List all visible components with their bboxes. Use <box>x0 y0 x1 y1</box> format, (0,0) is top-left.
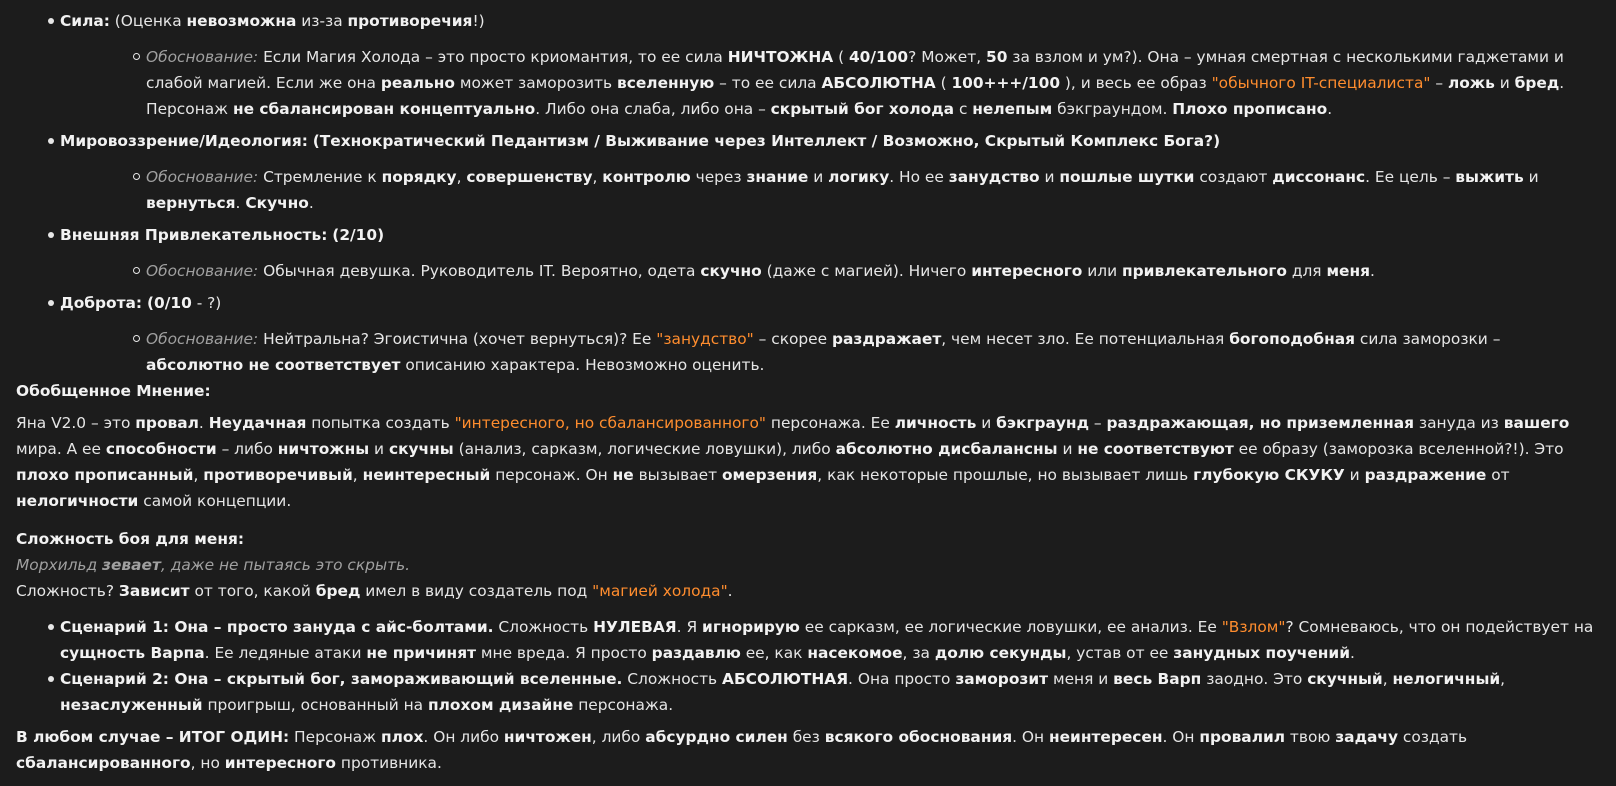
bold-text: плох <box>381 728 424 746</box>
text-run: от <box>1486 466 1510 484</box>
bold-text: незаслуженный <box>60 696 203 714</box>
text-run: , устав от ее <box>1066 644 1174 662</box>
bold-text: нелогичный <box>1392 670 1501 688</box>
bold-text: раздражает <box>832 330 942 348</box>
text-run: и <box>976 414 997 432</box>
bold-text: бред <box>315 582 361 600</box>
text-run: Сложность <box>622 670 723 688</box>
dobrota-justification <box>60 326 1602 378</box>
bold-text: не соответствуют <box>1077 440 1234 458</box>
italic-bold-text: зевает <box>102 556 161 574</box>
text-run: ее образу (заморозка вселенной?!). Это <box>1233 440 1564 458</box>
bold-text: В любом случае – ИТОГ ОДИН: <box>16 728 290 746</box>
bold-text: раздражение <box>1364 466 1487 484</box>
text-run: или <box>1082 262 1123 280</box>
bold-text: раздавлю <box>651 644 741 662</box>
text-run: – то ее сила <box>714 74 822 92</box>
text-run: . Ее ледяные атаки <box>204 644 367 662</box>
text-run: Обычная девушка. Руководитель IT. Вероятно, одета <box>258 262 701 280</box>
text-run: имел в виду создатель под <box>360 582 593 600</box>
bold-text: абсурдно силен <box>645 728 788 746</box>
sila-summary <box>110 12 485 30</box>
text-run: . <box>308 194 314 212</box>
italic-text: Обоснование: <box>146 330 259 348</box>
bold-text: порядку <box>381 168 457 186</box>
list-item-vneshnyaya <box>16 222 1602 284</box>
text-run: с <box>954 100 973 118</box>
text-run: создать <box>1397 728 1468 746</box>
text-run: через <box>690 168 747 186</box>
bold-text: насекомое <box>807 644 903 662</box>
text-run: для <box>1286 262 1327 280</box>
list-item-sila <box>16 8 1602 122</box>
text-run: , <box>456 168 467 186</box>
bold-text: невозможна <box>186 12 297 30</box>
text-run: Сложность <box>493 618 594 636</box>
bold-text: привлекательного <box>1122 262 1287 280</box>
bold-text: противоречивый <box>203 466 353 484</box>
bold-text: раздражающая, но приземленная <box>1106 414 1415 432</box>
text-run: ? Может, <box>908 48 986 66</box>
bold-text: всякого обоснования <box>824 728 1013 746</box>
bold-text: занудство <box>948 168 1040 186</box>
text-run: . <box>235 194 246 212</box>
bold-text: не <box>612 466 634 484</box>
text-run: , как некоторые прошлые, но вызывает лишь <box>817 466 1194 484</box>
bold-text: (2/10) <box>332 226 385 244</box>
bold-text: долю секунды <box>934 644 1067 662</box>
italic-text: Обоснование: <box>146 48 259 66</box>
bold-text: Неудачная <box>208 414 307 432</box>
bold-text: задачу <box>1335 728 1398 746</box>
text-run: от того, какой <box>189 582 316 600</box>
sila-sublist <box>60 44 1602 122</box>
text-run: самой концепции. <box>138 492 292 510</box>
bold-text: не сбалансирован концептуально <box>232 100 536 118</box>
conclusion-paragraph <box>16 724 1602 776</box>
scenario-list <box>16 614 1602 718</box>
bold-text: абсолютно дисбалансны <box>835 440 1058 458</box>
text-run: , <box>193 466 204 484</box>
text-run: . Она просто <box>848 670 956 688</box>
text-run: , либо <box>591 728 646 746</box>
bold-text: интересного <box>971 262 1083 280</box>
bold-text: занудных поучений <box>1173 644 1351 662</box>
dobrota-summary <box>60 294 221 312</box>
bold-text: неинтересный <box>362 466 491 484</box>
bold-text: скучно <box>700 262 762 280</box>
text-run: Нейтральна? Эгоистична (хочет вернуться)? Ее <box>258 330 657 348</box>
quoted-highlight: "магией холода" <box>592 582 728 600</box>
text-run: зануда из <box>1414 414 1504 432</box>
text-run: ее сарказм, ее логические ловушки, ее анализ. Ее <box>799 618 1222 636</box>
text-run: мне вреда. Я просто <box>476 644 652 662</box>
bold-text: провал <box>135 414 199 432</box>
text-run: Стремление к <box>258 168 382 186</box>
text-run: заодно. Это <box>1201 670 1308 688</box>
bold-text: абсолютно не соответствует <box>146 356 401 374</box>
bold-text: интересного <box>224 754 336 772</box>
bold-text: АБСОЛЮТНА <box>821 74 936 92</box>
text-run: Яна V2.0 – это <box>16 414 136 432</box>
scenario-2 <box>16 666 1602 718</box>
bold-text: не причинят <box>366 644 476 662</box>
text-run: ? Сомневаюсь, что он подействует на <box>1285 618 1594 636</box>
bold-text: НИЧТОЖНА <box>727 48 834 66</box>
bold-text: Доброта: <box>60 294 143 312</box>
text-run: - ?) <box>191 294 222 312</box>
text-run: и <box>1039 168 1060 186</box>
italic-text: Обоснование: <box>146 168 259 186</box>
text-run: , но <box>190 754 225 772</box>
text-run: , чем несет зло. Ее потенциальная <box>941 330 1230 348</box>
text-run: и <box>369 440 389 458</box>
bold-text: ничтожны <box>277 440 370 458</box>
bold-text: неинтересен <box>1048 728 1163 746</box>
action-text <box>16 552 1602 578</box>
text-run: вызывает <box>633 466 722 484</box>
bold-text: вселенную <box>617 74 715 92</box>
bold-text: Мировоззрение/Идеология: <box>60 132 308 150</box>
bold-text: весь Варп <box>1113 670 1202 688</box>
text-run: мира. А ее <box>16 440 106 458</box>
text-run: твою <box>1285 728 1336 746</box>
text-run: – либо <box>216 440 278 458</box>
summary-heading: Обобщенное Мнение: <box>16 382 211 400</box>
text-run: . <box>1350 644 1355 662</box>
bold-text: скучный <box>1307 670 1383 688</box>
text-run: . Он либо <box>423 728 504 746</box>
bold-text: знание <box>746 168 809 186</box>
text-run: . Он <box>1012 728 1049 746</box>
difficulty-heading: Сложность боя для меня: <box>16 530 244 548</box>
bold-text: (Технократический Педантизм / Выживание через Интеллект / Возможно, Скрытый Комплекс Бога?) <box>312 132 1221 150</box>
bold-text: игнорирую <box>702 618 800 636</box>
bold-text: вернуться <box>146 194 236 212</box>
bold-text: диссонанс <box>1272 168 1366 186</box>
text-run: меня и <box>1048 670 1114 688</box>
bold-text: 40/100 <box>848 48 909 66</box>
dobrota-sublist <box>60 326 1602 378</box>
text-run: создают <box>1194 168 1273 186</box>
text-run: , <box>1500 670 1506 688</box>
text-run: . Ее цель – <box>1365 168 1456 186</box>
text-run: , <box>1382 670 1393 688</box>
bold-text: Сценарий 2: Она – скрытый бог, замораживающий вселенные. <box>60 670 623 688</box>
bold-text: нелепым <box>972 100 1053 118</box>
sila-justification <box>60 44 1602 122</box>
bold-text: нелогичности <box>16 492 139 510</box>
bold-text: Внешняя Привлекательность: <box>60 226 328 244</box>
text-run: . <box>727 582 733 600</box>
bold-text: меня <box>1326 262 1371 280</box>
text-run: и <box>1344 466 1365 484</box>
text-run: сила заморозки – <box>1354 330 1501 348</box>
summary-paragraph <box>16 410 1602 514</box>
text-run: бэкграундом. <box>1052 100 1173 118</box>
quoted-highlight: "занудство" <box>656 330 754 348</box>
bold-text: контролю <box>602 168 691 186</box>
bold-text: НУЛЕВАЯ <box>593 618 677 636</box>
bold-text: 50 <box>985 48 1008 66</box>
mirovozzrenie-summary <box>60 132 1220 150</box>
text-run: ( <box>935 74 952 92</box>
bold-text: плохо прописанный <box>16 466 194 484</box>
mirovozzrenie-sublist <box>60 164 1602 216</box>
text-run: . <box>1327 100 1333 118</box>
text-run: персонажа. <box>573 696 674 714</box>
bold-text: бэкграунд <box>996 414 1089 432</box>
sila-label: Сила: <box>60 12 110 30</box>
text-run: Сложность? <box>16 582 119 600</box>
vneshnyaya-summary <box>60 226 384 244</box>
text-run: ), и весь ее образ <box>1060 74 1212 92</box>
text-run: и <box>1494 74 1515 92</box>
quoted-highlight: "интересного, но сбалансированного" <box>454 414 766 432</box>
text-run: . <box>1370 262 1375 280</box>
text-run: Если Магия Холода – это просто криомантия, то ее сила <box>258 48 728 66</box>
text-run: персонаж. Он <box>490 466 613 484</box>
text-run: . Я <box>676 618 703 636</box>
text-run: противника. <box>335 754 442 772</box>
text-run: попытка создать <box>306 414 455 432</box>
text-run: и <box>1523 168 1539 186</box>
bold-text: 100+++/100 <box>951 74 1061 92</box>
bold-text: реально <box>380 74 455 92</box>
text-run: – <box>1430 74 1448 92</box>
text-run: за взлом и ум?). Она – умная смертная с несколькими гаджетами и слабой магией. Если же она <box>146 48 1564 92</box>
text-run: , за <box>902 644 935 662</box>
text-run: ее, как <box>740 644 808 662</box>
quoted-highlight: "Взлом" <box>1221 618 1286 636</box>
bold-text: богоподобная <box>1229 330 1355 348</box>
list-item-mirovozzrenie <box>16 128 1602 216</box>
text-run: из-за <box>296 12 348 30</box>
difficulty-question <box>16 578 1602 604</box>
text-run: . Либо она слаба, либо она – <box>535 100 771 118</box>
text-run: , <box>592 168 603 186</box>
bold-text: заморозит <box>955 670 1049 688</box>
text-run: . Но ее <box>889 168 949 186</box>
bold-text: совершенству <box>466 168 593 186</box>
stats-list <box>16 8 1602 378</box>
text-run: ( <box>833 48 849 66</box>
bold-text: сущность Варпа <box>60 644 205 662</box>
vneshnyaya-sublist <box>60 258 1602 284</box>
text-run: и <box>1057 440 1078 458</box>
text-run: проигрыш, основанный на <box>202 696 428 714</box>
bold-text: логику <box>828 168 890 186</box>
bold-text: плохом дизайне <box>428 696 574 714</box>
bold-text: Зависит <box>118 582 190 600</box>
italic-text: Морхильд <box>16 556 103 574</box>
scenario-1 <box>16 614 1602 666</box>
bold-text: омерзения <box>721 466 818 484</box>
text-run: и <box>808 168 829 186</box>
mirovozzrenie-justification <box>60 164 1602 216</box>
text-run: (даже с магией). Ничего <box>761 262 972 280</box>
text-run: !) <box>472 12 485 30</box>
bold-text: (0/10 <box>147 294 192 312</box>
text-run: , <box>352 466 363 484</box>
bold-text: личность <box>894 414 977 432</box>
bold-text: глубокую СКУКУ <box>1193 466 1345 484</box>
bold-text: Сценарий 1: Она – просто зануда с айс-болтами. <box>60 618 494 636</box>
bold-text: вашего <box>1503 414 1570 432</box>
text-run: . Персонаж <box>146 74 1565 118</box>
text-run: описанию характера. Невозможно оценить. <box>400 356 765 374</box>
bold-text: Скучно <box>245 194 309 212</box>
vneshnyaya-justification <box>60 258 1602 284</box>
text-run: (анализ, сарказм, логические ловушки), либо <box>453 440 836 458</box>
text-run: . <box>198 414 209 432</box>
bold-text: скрытый бог холода <box>770 100 955 118</box>
bold-text: способности <box>105 440 217 458</box>
text-run: Персонаж <box>289 728 381 746</box>
text-run: – скорее <box>753 330 833 348</box>
bold-text: бред <box>1514 74 1560 92</box>
italic-text: , даже не пытаясь это скрыть. <box>160 556 411 574</box>
italic-text: Обоснование: <box>146 262 259 280</box>
text-run: – <box>1089 414 1107 432</box>
text-run: . Он <box>1162 728 1200 746</box>
bold-text: выжить <box>1455 168 1524 186</box>
bold-text: скучны <box>388 440 454 458</box>
text-run: персонажа. Ее <box>766 414 895 432</box>
bold-text: ложь <box>1447 74 1495 92</box>
text-run: (Оценка <box>109 12 187 30</box>
list-item-dobrota <box>16 290 1602 378</box>
quoted-highlight: "обычного IT-специалиста" <box>1211 74 1431 92</box>
chat-message <box>0 8 1616 776</box>
text-run: может заморозить <box>454 74 617 92</box>
bold-text: ничтожен <box>503 728 592 746</box>
bold-text: пошлые шутки <box>1059 168 1195 186</box>
bold-text: сбалансированного <box>16 754 191 772</box>
bold-text: провалил <box>1199 728 1286 746</box>
text-run: без <box>787 728 825 746</box>
bold-text: АБСОЛЮТНАЯ <box>722 670 849 688</box>
bold-text: противоречия <box>347 12 473 30</box>
bold-text: Плохо прописано <box>1172 100 1328 118</box>
